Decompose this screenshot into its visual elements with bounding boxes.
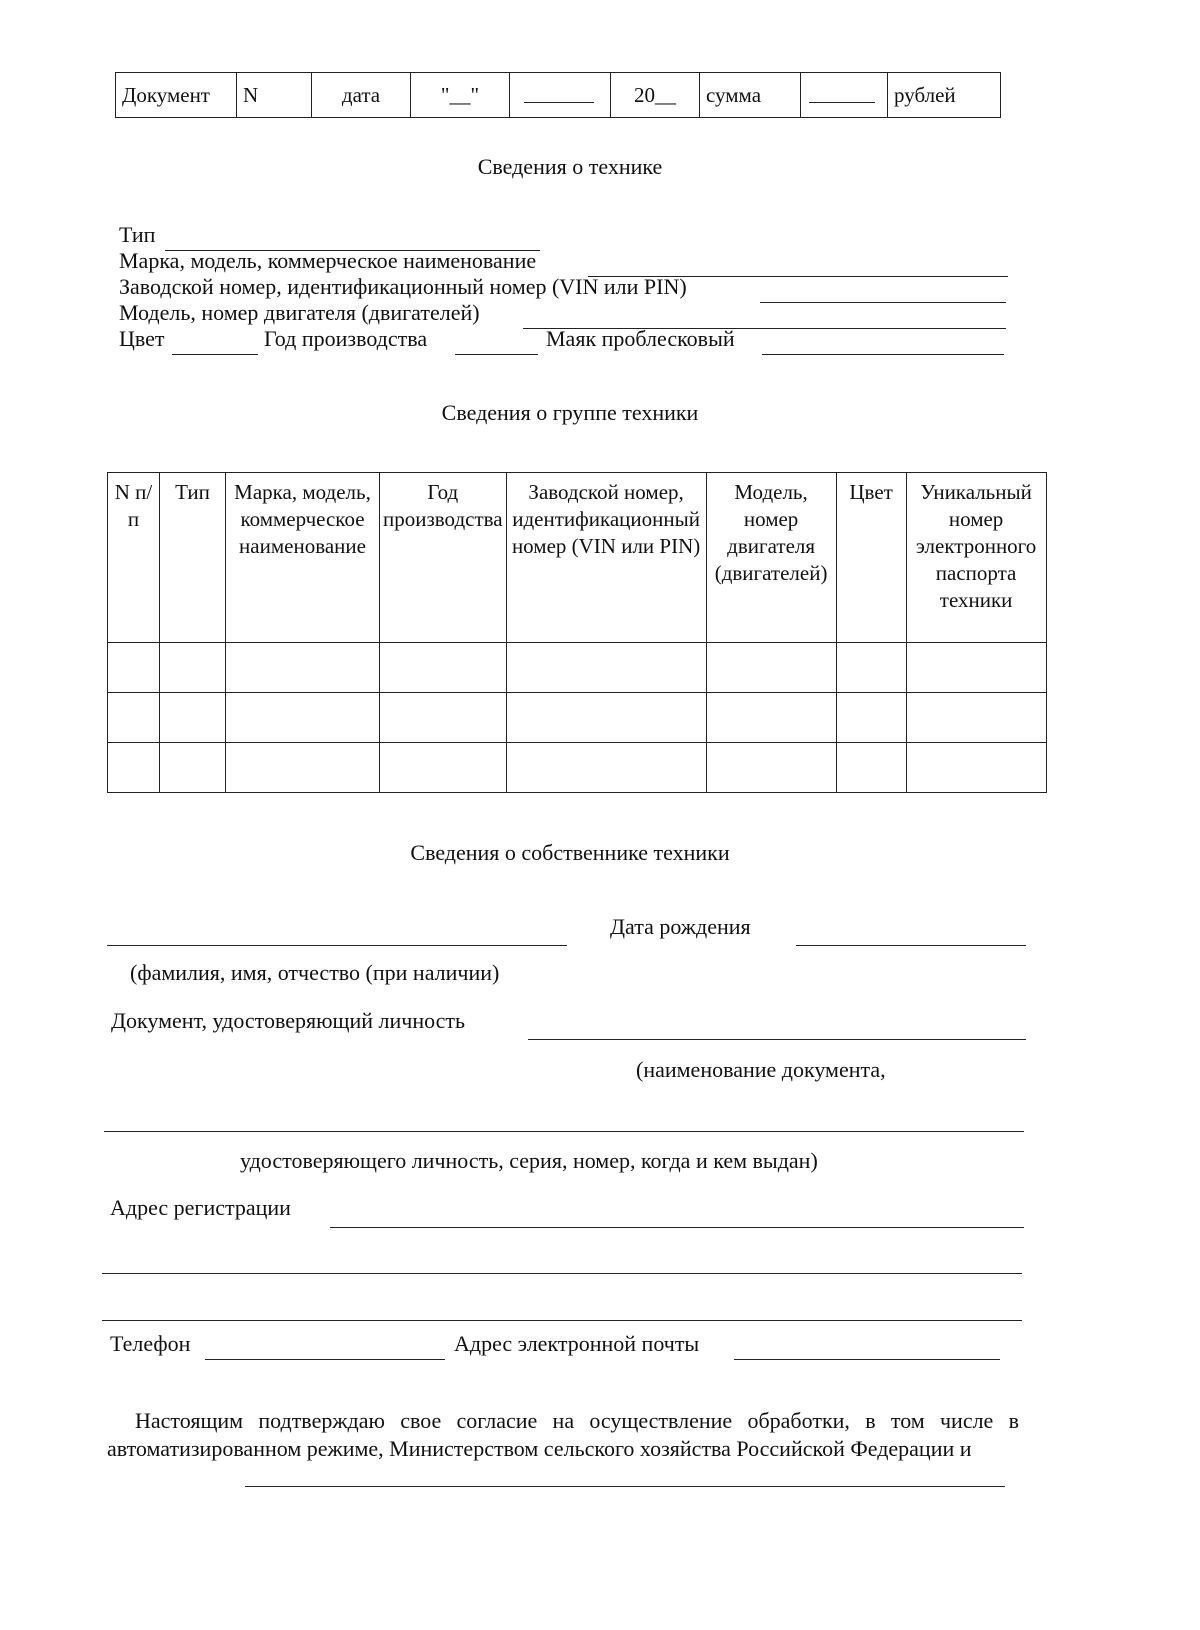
group-section-title: Сведения о группе техники — [441, 400, 699, 425]
birth-date-label: Дата рождения — [610, 914, 751, 939]
id-document-line-2[interactable] — [104, 1131, 1024, 1132]
table-cell[interactable] — [380, 693, 507, 743]
beacon-line[interactable] — [762, 354, 1004, 355]
table-cell[interactable] — [226, 743, 380, 793]
table-row — [108, 693, 1047, 743]
fio-hint: (фамилия, имя, отчество (при наличии) — [130, 960, 500, 985]
group-table-header — [108, 473, 1047, 643]
table-cell[interactable] — [108, 743, 160, 793]
beacon-label: Маяк проблесковый — [546, 326, 735, 351]
tech-section-title: Сведения о технике — [477, 154, 663, 179]
address-line-1[interactable] — [330, 1227, 1024, 1228]
consent-text: Настоящим подтверждаю свое согласие на осуществление обработки, в том числе в автоматизированном режиме, Министерством сельского хозяйства Российской Федерации и — [107, 1408, 1019, 1461]
phone-line[interactable] — [205, 1359, 445, 1360]
sum-field[interactable] — [801, 73, 888, 118]
table-cell[interactable] — [108, 643, 160, 693]
address-line-3[interactable] — [102, 1320, 1022, 1321]
col-color: Цвет — [836, 473, 906, 643]
table-cell[interactable] — [226, 693, 380, 743]
table-cell[interactable] — [226, 643, 380, 693]
table-cell[interactable] — [706, 643, 836, 693]
col-year: Год производства — [380, 473, 507, 643]
table-cell[interactable] — [706, 743, 836, 793]
owner-section-title: Сведения о собственнике техники — [410, 840, 730, 865]
serial-line[interactable] — [760, 302, 1006, 303]
id-document-label: Документ, удостоверяющий личность — [111, 1008, 466, 1033]
col-number: N п/п — [108, 473, 160, 643]
table-row — [108, 643, 1047, 693]
phone-label: Телефон — [110, 1331, 191, 1356]
sum-label: сумма — [700, 73, 801, 118]
table-cell[interactable] — [380, 643, 507, 693]
col-brand: Марка, модель, коммерческое наименование — [226, 473, 380, 643]
date-month-field[interactable] — [510, 73, 611, 118]
id-document-line[interactable] — [528, 1039, 1026, 1040]
color-line[interactable] — [172, 354, 258, 355]
email-label: Адрес электронной почты — [454, 1331, 700, 1356]
table-row — [108, 743, 1047, 793]
color-label: Цвет — [119, 326, 165, 351]
currency-label: рублей — [888, 73, 1001, 118]
document-header-table — [115, 72, 1001, 118]
serial-label: Заводской номер, идентификационный номер (VIN или PIN) — [119, 274, 687, 299]
table-cell[interactable] — [380, 743, 507, 793]
table-cell[interactable] — [160, 643, 226, 693]
col-passport: Уникальный номер электронного паспорта техники — [906, 473, 1046, 643]
table-cell[interactable] — [160, 743, 226, 793]
col-engine: Модель, номер двигателя (двигателей) — [706, 473, 836, 643]
table-cell[interactable] — [836, 693, 906, 743]
col-type: Тип — [160, 473, 226, 643]
fio-line[interactable] — [107, 945, 567, 946]
date-label: дата — [312, 73, 411, 118]
table-cell[interactable] — [160, 693, 226, 743]
table-cell[interactable] — [906, 743, 1046, 793]
table-cell[interactable] — [506, 743, 706, 793]
consent-organization-line[interactable] — [245, 1486, 1005, 1487]
id-document-hint-1: (наименование документа, — [636, 1057, 886, 1082]
col-serial: Заводской номер, идентификационный номер (VIN или PIN) — [506, 473, 706, 643]
table-cell[interactable] — [506, 643, 706, 693]
type-label: Тип — [119, 222, 156, 247]
table-cell[interactable] — [108, 693, 160, 743]
address-label: Адрес регистрации — [110, 1195, 291, 1220]
address-line-2[interactable] — [102, 1273, 1022, 1274]
date-day-field[interactable]: "__" — [411, 73, 510, 118]
consent-paragraph — [107, 1407, 1019, 1463]
table-cell[interactable] — [906, 643, 1046, 693]
brand-label: Марка, модель, коммерческое наименование — [119, 248, 537, 273]
engine-label: Модель, номер двигателя (двигателей) — [119, 300, 480, 325]
table-cell[interactable] — [706, 693, 836, 743]
year-label: Год производства — [264, 326, 428, 351]
table-cell[interactable] — [836, 743, 906, 793]
birth-date-line[interactable] — [796, 945, 1026, 946]
date-year-field[interactable]: 20__ — [611, 73, 700, 118]
document-number-label: N — [237, 73, 312, 118]
year-line[interactable] — [455, 354, 538, 355]
id-document-hint-2: удостоверяющего личность, серия, номер, когда и кем выдан) — [240, 1148, 818, 1173]
group-table — [107, 472, 1047, 793]
table-cell[interactable] — [906, 693, 1046, 743]
table-cell[interactable] — [836, 643, 906, 693]
table-cell[interactable] — [506, 693, 706, 743]
document-label: Документ — [116, 73, 237, 118]
email-line[interactable] — [734, 1359, 1000, 1360]
